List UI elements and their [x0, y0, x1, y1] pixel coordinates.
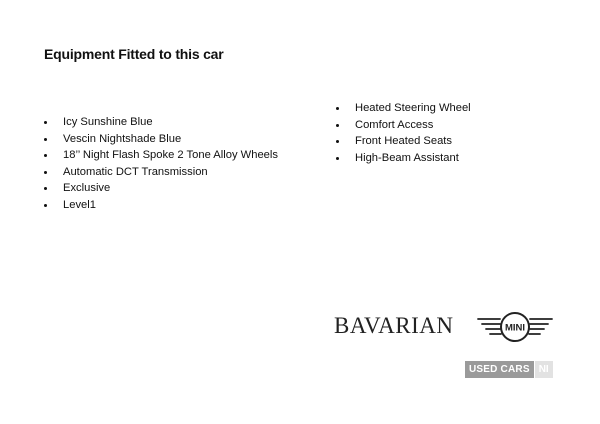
list-item: High-Beam Assistant	[336, 150, 471, 167]
list-item: Automatic DCT Transmission	[44, 164, 278, 181]
mini-logo-icon	[476, 310, 554, 344]
equipment-list-right	[336, 100, 471, 166]
page-title: Equipment Fitted to this car	[44, 46, 224, 62]
list-item: Front Heated Seats	[336, 133, 471, 150]
equipment-list-left	[44, 114, 278, 213]
badge-used-cars: USED CARS	[465, 361, 534, 378]
list-item: Exclusive	[44, 180, 278, 197]
list-item: 18’’ Night Flash Spoke 2 Tone Alloy Wheels	[44, 147, 278, 164]
list-item: Heated Steering Wheel	[336, 100, 471, 117]
dealer-name: BAVARIAN	[334, 313, 454, 338]
list-item: Level1	[44, 197, 278, 214]
mini-logo-text: MINI	[504, 322, 526, 334]
list-item: Vescin Nightshade Blue	[44, 131, 278, 148]
list-item: Icy Sunshine Blue	[44, 114, 278, 131]
used-cars-badge	[465, 361, 553, 378]
list-item: Comfort Access	[336, 117, 471, 134]
badge-ni: NI	[535, 361, 553, 378]
